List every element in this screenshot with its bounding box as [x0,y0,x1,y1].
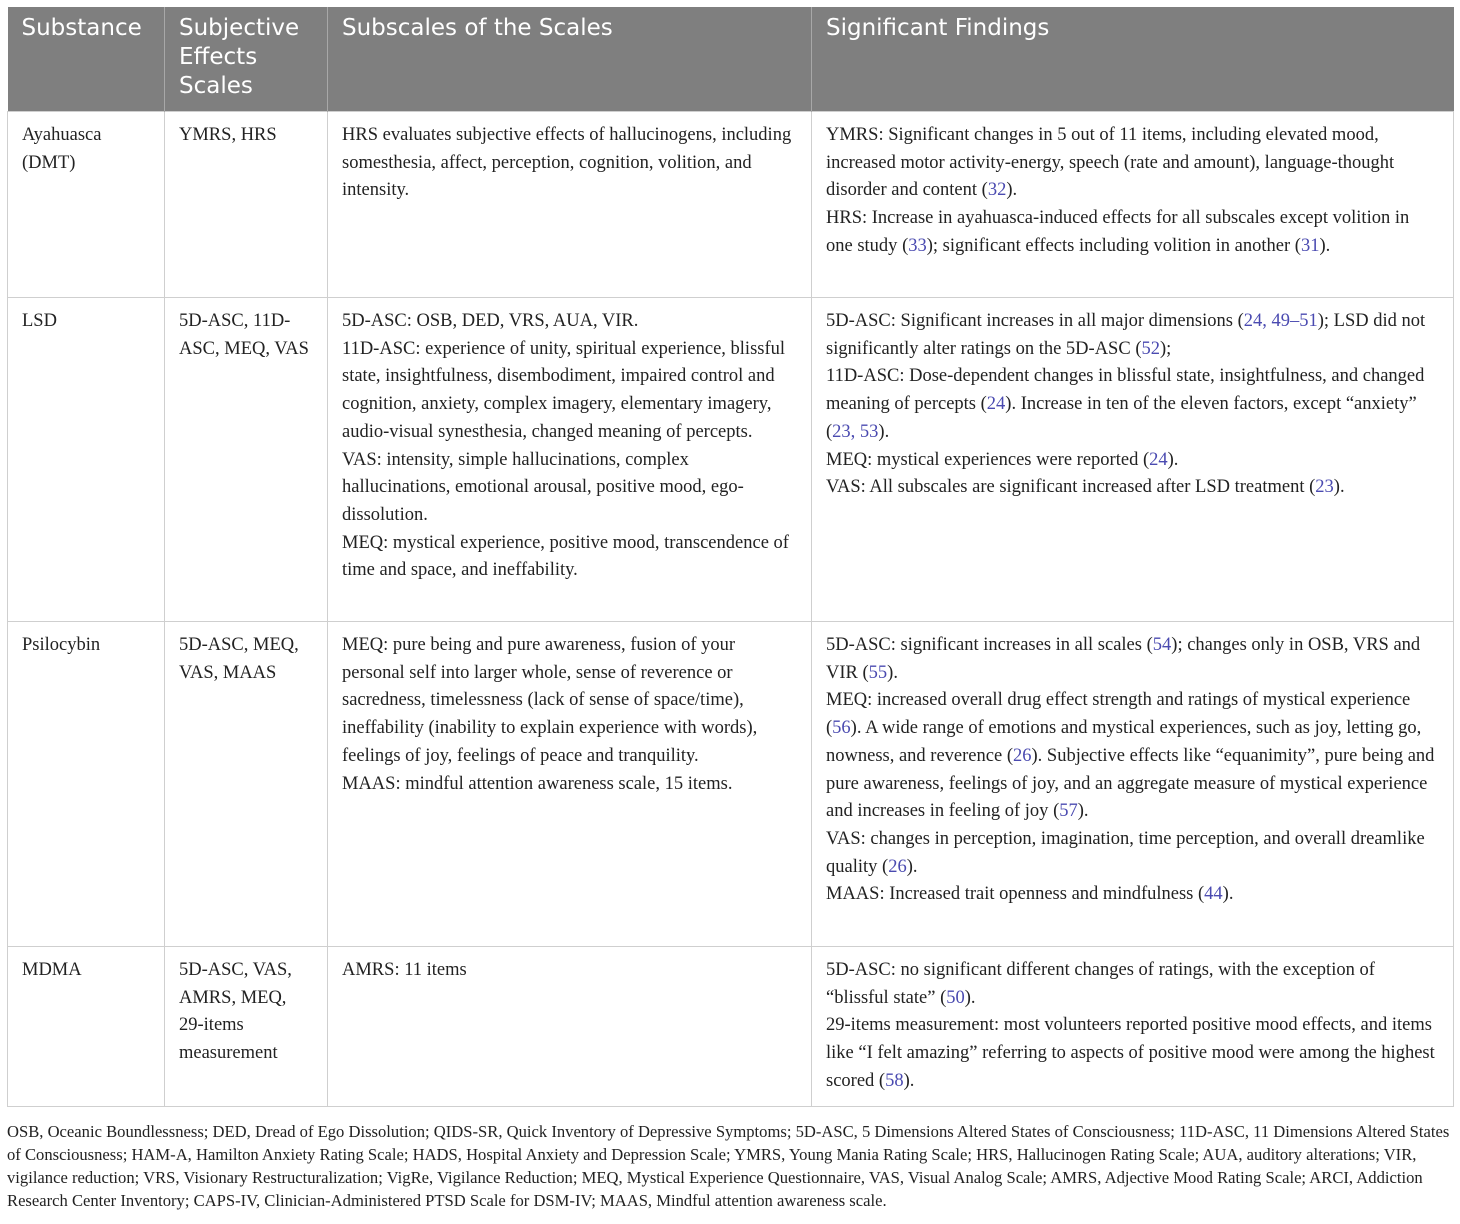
findings-cell [812,298,1454,622]
findings-cell [812,947,1454,1107]
reference-link[interactable]: 26 [888,856,907,877]
reference-link[interactable]: 24, 49–51 [1243,311,1318,331]
subscales-cell [328,112,812,298]
reference-link[interactable]: 31 [1300,235,1320,256]
header-substance: Substance [8,7,165,112]
subscales-cell [328,622,812,947]
reference-link[interactable]: 54 [1152,635,1172,655]
reference-link[interactable]: 58 [885,1070,904,1091]
subscale-line: 5D-ASC: OSB, DED, VRS, AUA, VIR. [342,311,639,331]
subscale-line: MAAS: mindful attention awareness scale, 15 items. [342,773,733,794]
reference-link[interactable]: 56 [832,718,851,739]
reference-link[interactable]: 50 [946,987,965,1008]
table-row [8,298,1454,622]
reference-link[interactable]: 24 [1149,449,1168,470]
subscales-cell [328,298,812,622]
reference-link[interactable]: 44 [1204,884,1223,905]
finding-line: 5D-ASC: significant increases in all scales (54); changes only in OSB, VRS and VIR (55). [826,635,1421,683]
substance-cell: Ayahuasca (DMT) [8,112,165,298]
finding-line: MEQ: mystical experiences were reported (24). [826,449,1179,470]
substance-cell: MDMA [8,947,165,1107]
scales-cell: 5D-ASC, MEQ, VAS, MAAS [165,622,328,947]
substance-cell: Psilocybin [8,622,165,947]
finding-line: 29-items measurement: most volunteers reported positive mood effects, and items like “I felt amazing” referring to aspects of positive mood were among the highest scored (58). [826,1015,1435,1091]
subscale-line: 11D-ASC: experience of unity, spiritual experience, blissful state, insightfulness, disembodiment, impaired control and cognition, anxiety, complex imagery, elementary imagery, audio-visual synesthesia, changed meaning of percepts. [342,338,786,442]
subscales-cell [328,947,812,1107]
finding-line: 11D-ASC: Dose-dependent changes in blissful state, insightfulness, and changed meaning of percepts (24). Increase in ten of the eleven factors, except “anxiety” (23, 53). [826,366,1425,442]
header-row [8,7,1454,112]
table-container [7,7,1453,1107]
finding-line: HRS: Increase in ayahuasca-induced effects for all subscales except volition in one study (33); significant effects including volition in another (31). [826,208,1410,256]
scales-cell: YMRS, HRS [165,112,328,298]
finding-line: VAS: All subscales are significant increased after LSD treatment (23). [826,477,1345,498]
subscale-line: MEQ: mystical experience, positive mood, transcendence of time and space, and ineffability. [342,532,789,581]
findings-cell [812,112,1454,298]
reference-link[interactable]: 55 [868,662,888,683]
reference-link[interactable]: 24 [986,394,1006,415]
finding-line: YMRS: Significant changes in 5 out of 11 items, including elevated mood, increased motor activity-energy, speech (rate and amount), language-thought disorder and content (32). [826,125,1395,201]
scales-cell: 5D-ASC, 11D-ASC, MEQ, VAS [165,298,328,622]
reference-link[interactable]: 26 [1012,745,1032,766]
substances-table [7,7,1454,1107]
findings-cell [812,622,1454,947]
reference-link[interactable]: 23 [1315,477,1334,498]
header-subscales: Subscales of the Scales [328,7,812,112]
scales-cell: 5D-ASC, VAS, AMRS, MEQ, 29-items measurement [165,947,328,1107]
subscale-line: HRS evaluates subjective effects of hallucinogens, including somesthesia, affect, perception, cognition, volition, and intensity. [342,125,792,201]
reference-link[interactable]: 23, 53 [832,421,879,442]
table-row [8,112,1454,298]
table-row [8,622,1454,947]
reference-link[interactable]: 32 [987,180,1007,201]
reference-link[interactable]: 33 [908,235,927,256]
header-scales: Subjective Effects Scales [165,7,328,112]
finding-line: 5D-ASC: no significant different changes of ratings, with the exception of “blissful state” (50). [826,960,1375,1008]
table-row [8,947,1454,1107]
substance-cell: LSD [8,298,165,622]
subscale-line: MEQ: pure being and pure awareness, fusion of your personal self into larger whole, sense of reverence or sacredness, timelessness (lack of sense of space/time), ineffability (inability to explain experience with words), feelings of joy, feelings of peace and tranquility. [342,635,758,766]
finding-line: MEQ: increased overall drug effect strength and ratings of mystical experience (56). A wide range of emotions and mystical experiences, such as joy, letting go, nowness, and reverence (26). Subjective effects like “equanimity”, pure being and pure awareness, feelings of joy, and an aggregate measure of mystical experience and increases in feeling of joy (57). [826,690,1435,822]
reference-link[interactable]: 52 [1141,338,1160,359]
subscale-line: VAS: intensity, simple hallucinations, complex hallucinations, emotional arousal, positive mood, ego-dissolution. [342,449,744,525]
table-footnote: OSB, Oceanic Boundlessness; DED, Dread of Ego Dissolution; QIDS-SR, Quick Inventory of Depressive Symptoms; 5D-ASC, 5 Dimensions Altered States of Consciousness; 11D-ASC, 11 Dimensions Altered States of Consciousness; HAM-A, Hamilton Anxiety Rating Scale; HADS, Hospital Anxiety and Depression Scale; YMRS, Young Mania Rating Scale; HRS, Hallucinogen Rating Scale; AUA, auditory alterations; VIR, vigilance reduction; VRS, Visionary Restructuralization; VigRe, Vigilance Reduction; MEQ, Mystical Experience Questionnaire, VAS, Visual Analog Scale; AMRS, Adjective Mood Rating Scale; ARCI, Addiction Research Center Inventory; CAPS-IV, Clinician-Administered PTSD Scale for DSM-IV; MAAS, Mindful attention awareness scale. [7,1122,1450,1210]
finding-line: VAS: changes in perception, imagination, time perception, and overall dreamlike quality (26). [826,828,1425,877]
reference-link[interactable]: 57 [1059,801,1078,822]
header-findings: Significant Findings [812,7,1454,112]
finding-line: MAAS: Increased trait openness and mindfulness (44). [826,884,1234,905]
finding-line: 5D-ASC: Significant increases in all major dimensions (24, 49–51); LSD did not significantly alter ratings on the 5D-ASC (52); [826,311,1426,359]
subscale-line: AMRS: 11 items [342,960,467,980]
